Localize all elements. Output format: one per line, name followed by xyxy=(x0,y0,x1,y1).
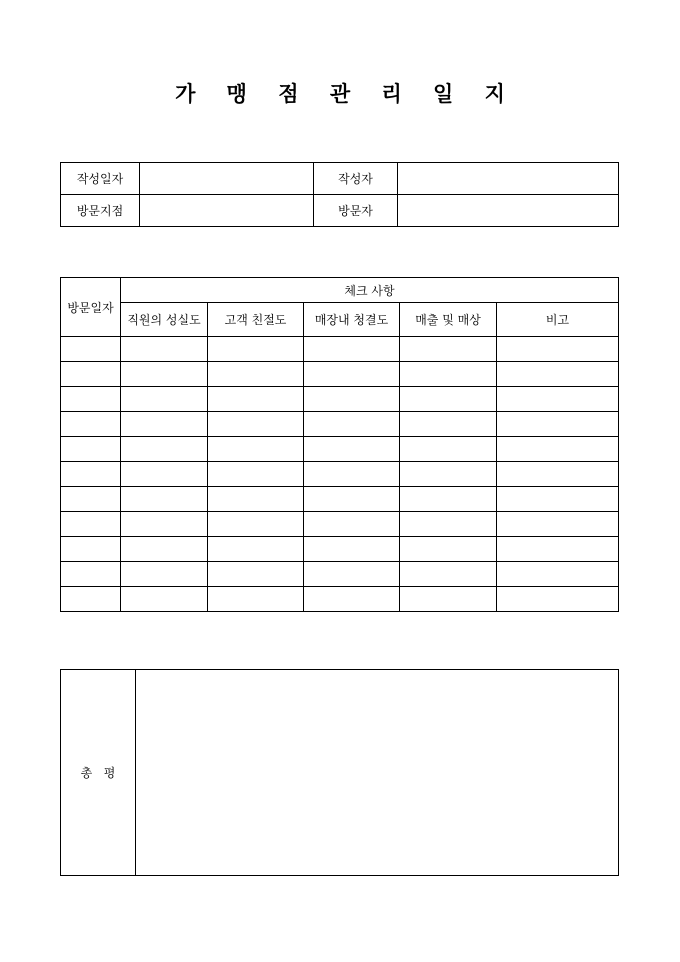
check-cell[interactable] xyxy=(121,362,208,387)
table-row xyxy=(61,337,619,362)
visited-branch-label: 방문지점 xyxy=(61,195,140,227)
check-cell[interactable] xyxy=(304,387,400,412)
visited-branch-field[interactable] xyxy=(140,195,314,227)
visit-date-header: 방문일자 xyxy=(61,278,121,337)
check-cell[interactable] xyxy=(400,387,497,412)
check-cell[interactable] xyxy=(304,337,400,362)
check-cell[interactable] xyxy=(208,437,304,462)
check-cell[interactable] xyxy=(304,562,400,587)
check-cell[interactable] xyxy=(121,412,208,437)
check-cell[interactable] xyxy=(497,562,619,587)
visit-date-cell[interactable] xyxy=(61,437,121,462)
check-cell[interactable] xyxy=(121,587,208,612)
visit-date-cell[interactable] xyxy=(61,537,121,562)
visit-date-cell[interactable] xyxy=(61,412,121,437)
check-cell[interactable] xyxy=(497,362,619,387)
check-cell[interactable] xyxy=(400,362,497,387)
check-cell[interactable] xyxy=(497,412,619,437)
check-cell[interactable] xyxy=(400,487,497,512)
check-cell[interactable] xyxy=(208,512,304,537)
table-row xyxy=(61,587,619,612)
check-cell[interactable] xyxy=(208,337,304,362)
check-cell[interactable] xyxy=(121,462,208,487)
review-table xyxy=(60,669,619,876)
info-table xyxy=(60,162,619,227)
check-cell[interactable] xyxy=(121,562,208,587)
column-header-store-cleanliness: 매장내 청결도 xyxy=(304,303,400,337)
check-cell[interactable] xyxy=(400,562,497,587)
check-cell[interactable] xyxy=(400,337,497,362)
check-cell[interactable] xyxy=(304,437,400,462)
checklist-rows xyxy=(61,337,619,612)
check-cell[interactable] xyxy=(121,487,208,512)
check-cell[interactable] xyxy=(208,587,304,612)
visit-date-cell[interactable] xyxy=(61,587,121,612)
visitor-label: 방문자 xyxy=(314,195,398,227)
visit-date-cell[interactable] xyxy=(61,362,121,387)
column-header-staff-diligence: 직원의 성실도 xyxy=(121,303,208,337)
author-field[interactable] xyxy=(398,163,619,195)
visit-date-cell[interactable] xyxy=(61,562,121,587)
check-cell[interactable] xyxy=(304,462,400,487)
check-cell[interactable] xyxy=(497,537,619,562)
check-cell[interactable] xyxy=(400,412,497,437)
check-cell[interactable] xyxy=(208,362,304,387)
check-cell[interactable] xyxy=(208,462,304,487)
check-cell[interactable] xyxy=(304,587,400,612)
table-row xyxy=(61,562,619,587)
check-cell[interactable] xyxy=(400,437,497,462)
check-cell[interactable] xyxy=(304,512,400,537)
table-row xyxy=(61,362,619,387)
visit-date-cell[interactable] xyxy=(61,512,121,537)
check-cell[interactable] xyxy=(121,337,208,362)
check-cell[interactable] xyxy=(304,537,400,562)
check-cell[interactable] xyxy=(208,412,304,437)
check-cell[interactable] xyxy=(208,387,304,412)
check-cell[interactable] xyxy=(400,587,497,612)
visit-date-cell[interactable] xyxy=(61,487,121,512)
review-label: 총 평 xyxy=(61,670,136,876)
check-items-header: 체크 사항 xyxy=(121,278,619,303)
check-cell[interactable] xyxy=(208,537,304,562)
created-date-field[interactable] xyxy=(140,163,314,195)
check-cell[interactable] xyxy=(304,487,400,512)
column-header-remarks: 비고 xyxy=(497,303,619,337)
check-cell[interactable] xyxy=(400,512,497,537)
created-date-label: 작성일자 xyxy=(61,163,140,195)
review-field[interactable] xyxy=(136,670,619,876)
check-cell[interactable] xyxy=(121,512,208,537)
visit-date-cell[interactable] xyxy=(61,387,121,412)
column-header-customer-kindness: 고객 친절도 xyxy=(208,303,304,337)
check-cell[interactable] xyxy=(497,512,619,537)
check-cell[interactable] xyxy=(208,487,304,512)
check-cell[interactable] xyxy=(304,412,400,437)
table-row xyxy=(61,537,619,562)
check-cell[interactable] xyxy=(400,462,497,487)
visitor-field[interactable] xyxy=(398,195,619,227)
check-cell[interactable] xyxy=(304,362,400,387)
visit-date-cell[interactable] xyxy=(61,337,121,362)
check-cell[interactable] xyxy=(208,562,304,587)
check-cell[interactable] xyxy=(497,462,619,487)
checklist-table xyxy=(60,277,619,612)
table-row xyxy=(61,387,619,412)
check-cell[interactable] xyxy=(400,537,497,562)
table-row xyxy=(61,437,619,462)
table-row xyxy=(61,412,619,437)
table-row xyxy=(61,512,619,537)
check-cell[interactable] xyxy=(497,387,619,412)
check-cell[interactable] xyxy=(121,387,208,412)
visit-date-cell[interactable] xyxy=(61,462,121,487)
table-row xyxy=(61,487,619,512)
check-cell[interactable] xyxy=(121,537,208,562)
check-cell[interactable] xyxy=(497,587,619,612)
table-row xyxy=(61,462,619,487)
check-cell[interactable] xyxy=(497,337,619,362)
column-header-sales: 매출 및 매상 xyxy=(400,303,497,337)
check-cell[interactable] xyxy=(497,487,619,512)
check-cell[interactable] xyxy=(497,437,619,462)
page-title: 가 맹 점 관 리 일 지 xyxy=(175,81,517,106)
author-label: 작성자 xyxy=(314,163,398,195)
check-cell[interactable] xyxy=(121,437,208,462)
